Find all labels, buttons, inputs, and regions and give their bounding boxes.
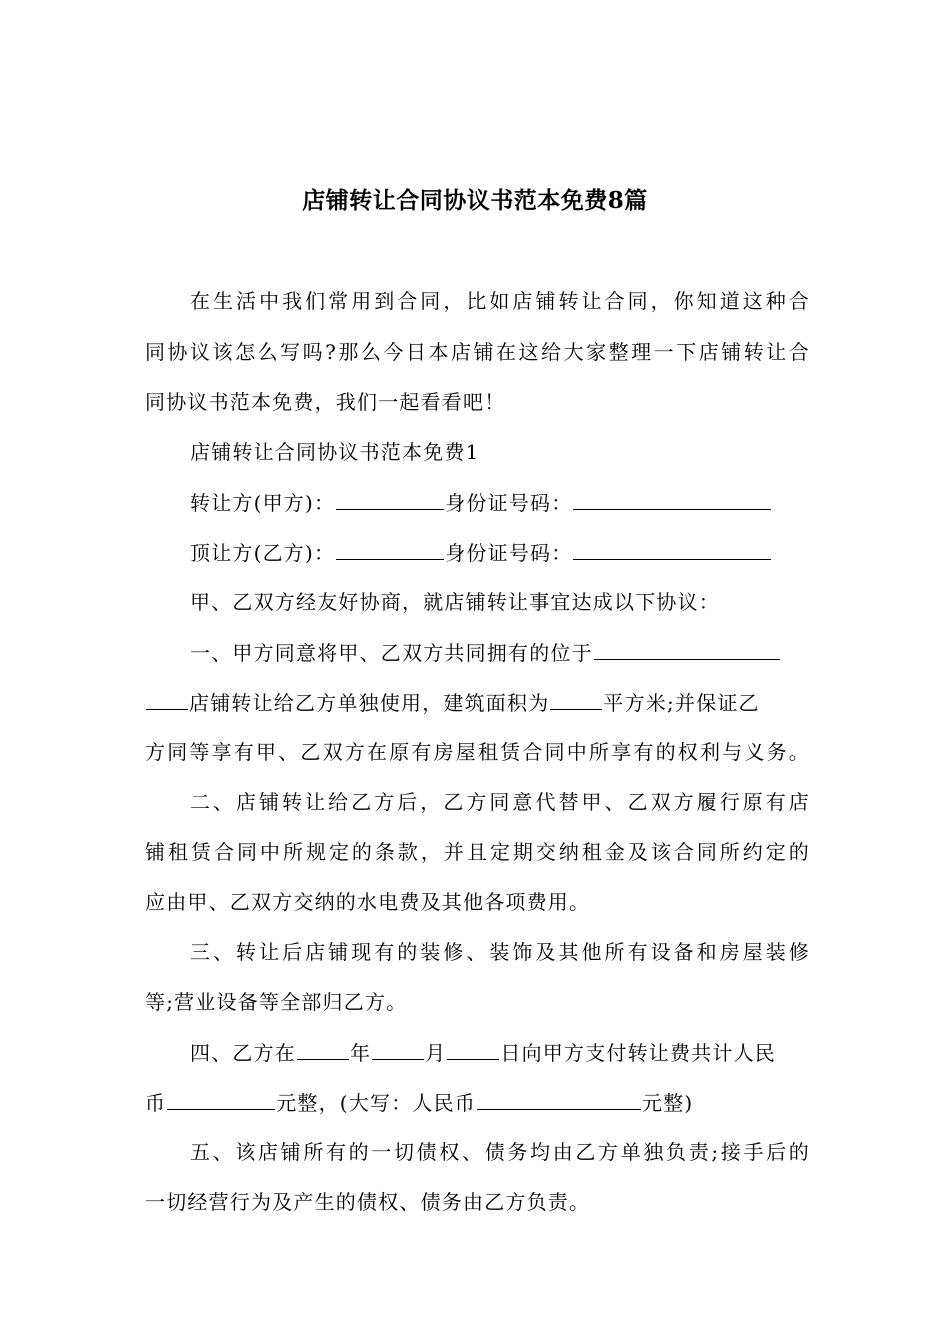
paragraph-line: 在生活中我们常用到合同，比如店铺转让合同，你知道这种合 xyxy=(190,289,810,313)
transferor-id-blank xyxy=(573,487,771,510)
clause-4-line xyxy=(190,1037,810,1068)
paragraph-line: 同协议该怎么写吗?那么今日本店铺在这给大家整理一下店铺转让合 xyxy=(145,340,810,364)
clause-5-line: 五、该店铺所有的一切债权、债务均由乙方单独负责;接手后的 xyxy=(190,1140,810,1164)
document-title: 店铺转让合同协议书范本免费8篇 xyxy=(302,187,648,214)
year-blank xyxy=(297,1037,349,1060)
location-blank xyxy=(594,637,780,660)
transferor-name-blank xyxy=(336,487,444,510)
area-blank xyxy=(550,687,602,710)
clause-4-text: 元整，(大写：人民币 xyxy=(276,1091,477,1115)
clause-2-line: 二、店铺转让给乙方后，乙方同意代替甲、乙双方履行原有店 xyxy=(190,790,810,814)
transferee-id-label: 身份证号码： xyxy=(445,541,573,565)
clause-5-line: 一切经营行为及产生的债权、债务由乙方负责。 xyxy=(145,1190,591,1214)
transferor-label: 转让方(甲方)： xyxy=(190,491,336,515)
clause-1-text: 平方米;并保证乙 xyxy=(603,691,760,715)
clause-3-line: 等;营业设备等全部归乙方。 xyxy=(145,990,408,1014)
transferee-name-blank xyxy=(336,537,444,560)
transferee-label: 顶让方(乙方)： xyxy=(190,541,336,565)
transferee-field-row xyxy=(190,537,810,568)
location-blank-continued xyxy=(146,687,188,710)
transferor-field-row xyxy=(190,487,810,518)
clause-1-text: 店铺转让给乙方单独使用，建筑面积为 xyxy=(189,691,550,715)
transferor-id-label: 身份证号码： xyxy=(445,491,573,515)
clause-1-line xyxy=(145,687,810,718)
amount-words-blank xyxy=(477,1087,641,1110)
clause-4-line xyxy=(145,1087,810,1118)
paragraph-line: 甲、乙双方经友好协商，就店铺转让事宜达成以下协议： xyxy=(190,590,720,614)
clause-2-line: 应由甲、乙双方交纳的水电费及其他各项费用。 xyxy=(145,890,591,914)
day-blank xyxy=(447,1037,499,1060)
clause-3-line: 三、转让后店铺现有的装修、装饰及其他所有设备和房屋装修 xyxy=(190,940,810,964)
clause-4-text: 年 xyxy=(350,1041,372,1065)
clause-4-text: 月 xyxy=(425,1041,447,1065)
clause-4-text: 币 xyxy=(145,1091,167,1115)
clause-4-text: 四、乙方在 xyxy=(190,1041,296,1065)
clause-1-line xyxy=(190,637,810,668)
transferee-id-blank xyxy=(573,537,771,560)
clause-2-line: 铺租赁合同中所规定的条款，并且定期交纳租金及该合同所约定的 xyxy=(145,840,810,864)
paragraph-line: 同协议书范本免费，我们一起看看吧！ xyxy=(145,390,506,414)
section-heading: 店铺转让合同协议书范本免费1 xyxy=(190,440,480,464)
amount-blank xyxy=(167,1087,275,1110)
clause-1-line: 方同等享有甲、乙双方在原有房屋租赁合同中所享有的权利与义务。 xyxy=(145,740,810,764)
month-blank xyxy=(372,1037,424,1060)
clause-4-text: 日向甲方支付转让费共计人民 xyxy=(500,1041,777,1065)
clause-4-text: 元整) xyxy=(642,1091,694,1115)
clause-1-text: 一、甲方同意将甲、乙双方共同拥有的位于 xyxy=(190,641,593,665)
